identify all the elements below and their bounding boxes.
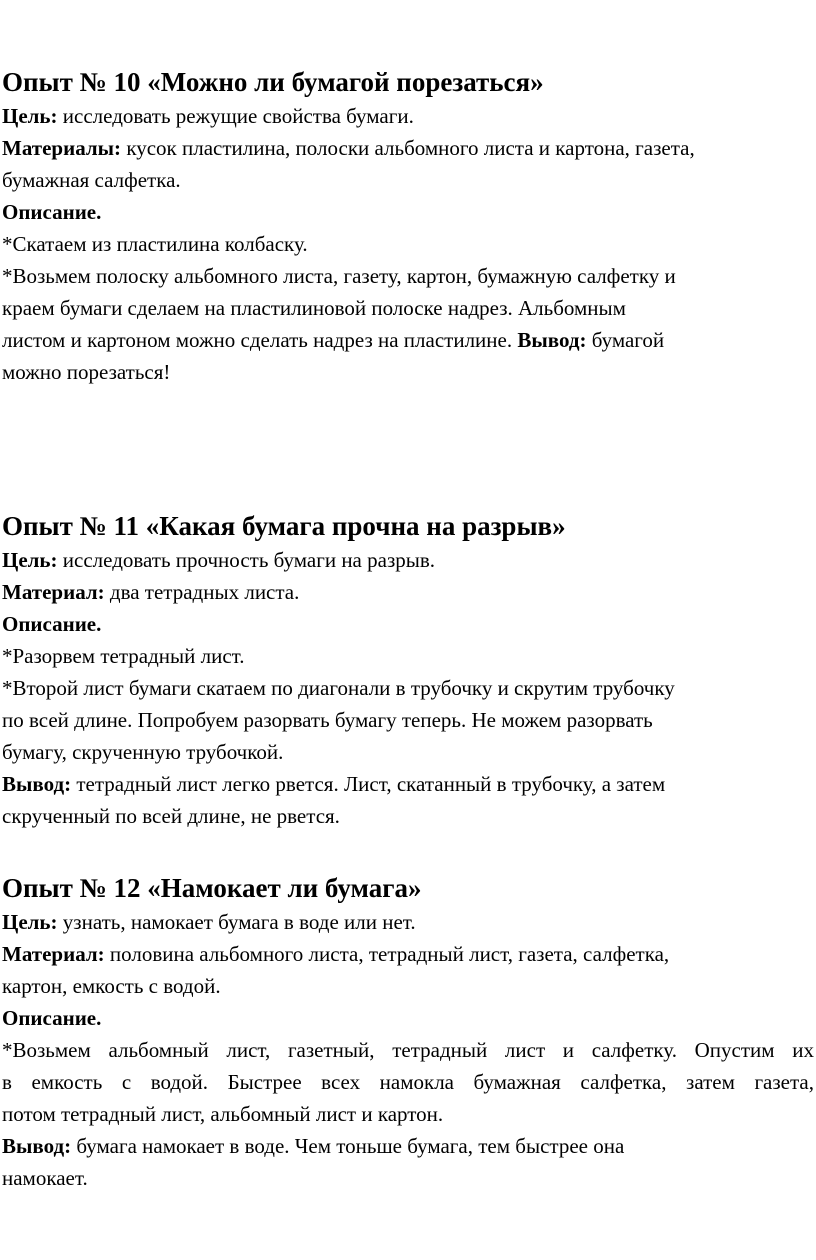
experiment-10-step-2-line-2: краем бумаги сделаем на пластилиновой полоске надрез. Альбомным [2, 296, 626, 320]
experiment-10-description-label: Описание. [2, 200, 102, 224]
experiment-11-title: Опыт № 11 «Какая бумага прочна на разрыв» [2, 511, 566, 541]
experiment-10-goal [0, 100, 816, 132]
experiment-10-section [0, 64, 816, 388]
experiment-12-title: Опыт № 12 «Намокает ли бумага» [2, 873, 422, 903]
conclusion-text: тетрадный лист легко рвется. Лист, скатанный в трубочку, а затем [71, 772, 666, 796]
experiment-11-materials [0, 576, 816, 608]
conclusion-label: Вывод: [2, 772, 72, 796]
conclusion-label: Вывод: [517, 328, 587, 352]
experiment-11-section [0, 508, 816, 832]
experiment-10-conclusion-cont: можно порезаться! [2, 360, 171, 384]
experiment-11-step-2-line-3: бумагу, скрученную трубочкой. [2, 740, 284, 764]
experiment-12-goal [0, 906, 816, 938]
experiment-12-step-line-3: потом тетрадный лист, альбомный лист и картон. [2, 1102, 444, 1126]
experiment-10-title: Опыт № 10 «Можно ли бумагой порезаться» [2, 67, 544, 97]
goal-label: Цель: [2, 910, 58, 934]
experiment-11-step-2-line-2: по всей длине. Попробуем разорвать бумагу теперь. Не можем разорвать [2, 708, 653, 732]
materials-text: половина альбомного листа, тетрадный лист, газета, салфетка, [104, 942, 670, 966]
materials-label: Материал: [2, 580, 105, 604]
experiment-10-materials [0, 132, 816, 164]
goal-label: Цель: [2, 548, 58, 572]
experiment-11-step-1: *Разорвем тетрадный лист. [2, 644, 245, 668]
experiment-10-step-2-line-3 [0, 324, 816, 356]
goal-text: исследовать прочность бумаги на разрыв. [57, 548, 436, 572]
experiment-11-conclusion [0, 768, 816, 800]
experiment-10-materials-cont: бумажная салфетка. [2, 168, 181, 192]
materials-text: два тетрадных листа. [104, 580, 300, 604]
step-text: листом и картоном можно сделать надрез на пластилине. [2, 328, 518, 352]
experiment-12-step-line-2: в емкость с водой. Быстрее всех намокла бумажная салфетка, затем газета, [2, 1070, 814, 1094]
experiment-10-step-2-line-1: *Возьмем полоску альбомного листа, газету, картон, бумажную салфетку и [2, 264, 676, 288]
goal-text: исследовать режущие свойства бумаги. [57, 104, 414, 128]
materials-label: Материал: [2, 942, 105, 966]
experiment-12-conclusion [0, 1130, 816, 1162]
experiment-12-description-label: Описание. [2, 1006, 102, 1030]
experiment-10-step-1: *Скатаем из пластилина колбаску. [2, 232, 308, 256]
conclusion-label: Вывод: [2, 1134, 72, 1158]
experiment-11-conclusion-cont: скрученный по всей длине, не рвется. [2, 804, 340, 828]
experiment-12-materials-cont: картон, емкость с водой. [2, 974, 221, 998]
experiment-12-materials [0, 938, 816, 970]
goal-text: узнать, намокает бумага в воде или нет. [57, 910, 416, 934]
experiment-12-step-line-1: *Возьмем альбомный лист, газетный, тетрадный лист и салфетку. Опустим их [2, 1038, 814, 1062]
conclusion-text: бумагой [586, 328, 665, 352]
materials-text: кусок пластилина, полоски альбомного листа и картона, газета, [121, 136, 695, 160]
experiment-12-conclusion-cont: намокает. [2, 1166, 88, 1190]
goal-label: Цель: [2, 104, 58, 128]
experiment-11-description-label: Описание. [2, 612, 102, 636]
experiment-12-section [0, 870, 816, 1194]
experiment-11-goal [0, 544, 816, 576]
experiment-11-step-2-line-1: *Второй лист бумаги скатаем по диагонали в трубочку и скрутим трубочку [2, 676, 675, 700]
materials-label: Материалы: [2, 136, 122, 160]
conclusion-text: бумага намокает в воде. Чем тоньше бумага, тем быстрее она [71, 1134, 625, 1158]
